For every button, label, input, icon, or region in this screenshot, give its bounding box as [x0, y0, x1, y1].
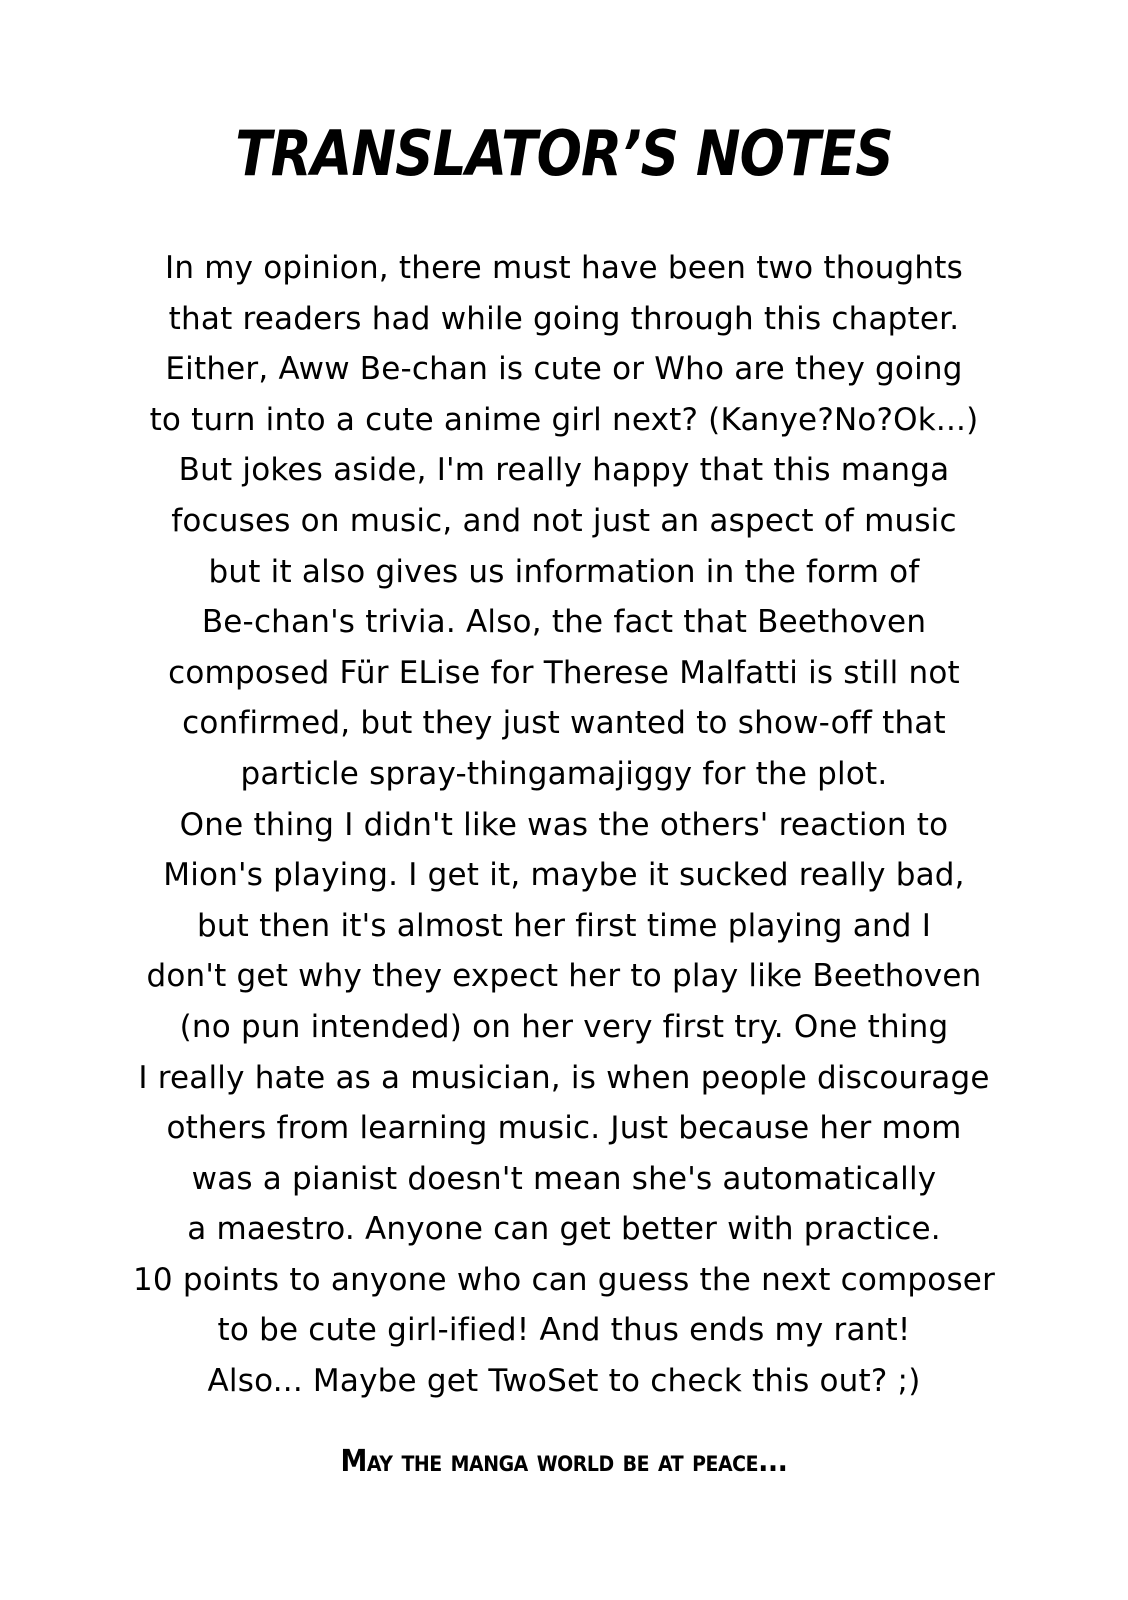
notes-line: that readers had while going through this chapter.	[168, 300, 960, 337]
notes-line: particle spray-thingamajiggy for the plot.	[240, 755, 888, 792]
notes-line: Mion's playing. I get it, maybe it sucked really bad,	[163, 857, 965, 894]
notes-line: One thing I didn't like was the others' reaction to	[179, 806, 949, 843]
notes-line: was a pianist doesn't mean she's automatically	[191, 1160, 937, 1197]
notes-line: to be cute girl-ified! And thus ends my rant!	[217, 1312, 911, 1349]
notes-line: Either, Aww Be-chan is cute or Who are they going	[165, 351, 963, 388]
notes-line: I really hate as a musician, is when people discourage	[138, 1059, 990, 1096]
notes-line: but it also gives us information in the form of	[208, 553, 920, 590]
page-title: TRANSLATOR’S NOTES	[235, 117, 893, 190]
notes-line: Be-chan's trivia. Also, the fact that Beethoven	[201, 604, 927, 641]
notes-line: confirmed, but they just wanted to show-off that	[182, 705, 946, 742]
notes-line: focuses on music, and not just an aspect of music	[171, 502, 957, 539]
notes-line: 10 points to anyone who can guess the next composer	[132, 1261, 996, 1298]
signoff: May the manga world be at peace...	[340, 1444, 788, 1479]
notes-line: don't get why they expect her to play like Beethoven	[146, 958, 982, 995]
notes-line: But jokes aside, I'm really happy that this manga	[178, 452, 950, 489]
notes-line: to turn into a cute anime girl next? (Kanye?No?Ok...)	[149, 401, 979, 438]
notes-line: a maestro. Anyone can get better with practice.	[187, 1211, 941, 1248]
notes-line: In my opinion, there must have been two thoughts	[165, 250, 963, 286]
notes-line: composed Für ELise for Therese Malfatti is still not	[168, 654, 960, 691]
notes-body	[40, 243, 1088, 1407]
notes-line: others from learning music. Just because her mom	[166, 1110, 962, 1147]
notes-line: but then it's almost her first time playing and I	[196, 907, 932, 944]
notes-line: (no pun intended) on her very first try. One thing	[179, 1008, 949, 1045]
notes-line: Also... Maybe get TwoSet to check this out? ;)	[207, 1363, 921, 1400]
